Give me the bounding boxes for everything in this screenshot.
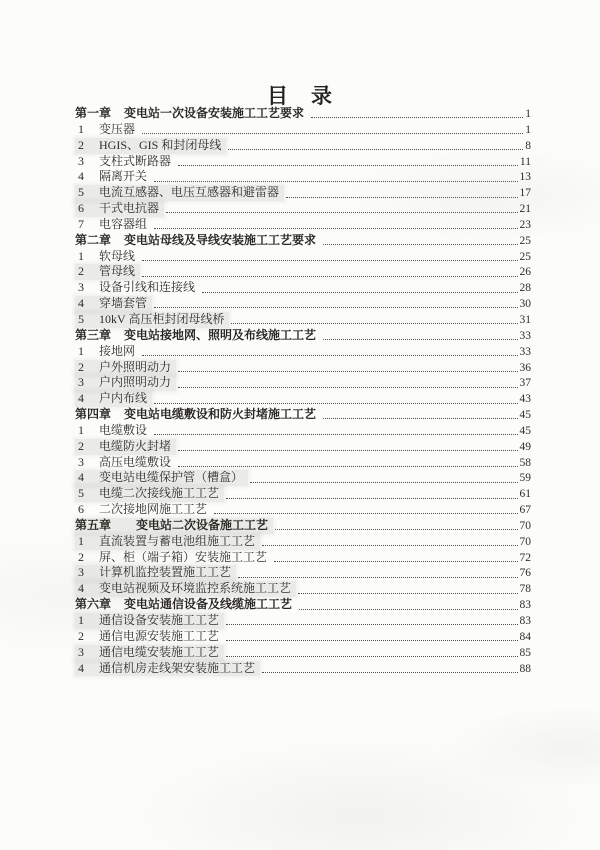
entry-number: 4 <box>78 296 84 311</box>
toc-item-row <box>75 154 531 170</box>
dotted-leader <box>274 561 517 562</box>
entry-text <box>75 629 224 645</box>
dotted-leader <box>226 656 517 657</box>
entry-page-number: 70 <box>519 535 531 548</box>
entry-number: 4 <box>78 391 84 406</box>
toc-item-row <box>75 375 531 391</box>
toc-item-row <box>75 344 531 360</box>
entry-title: 户内照明动力 <box>99 375 172 390</box>
entry-number: 第一章 <box>75 106 112 120</box>
dotted-leader <box>178 165 518 166</box>
entry-title: 隔离开关 <box>99 169 148 184</box>
toc-item-row <box>75 249 531 265</box>
entry-text <box>75 344 140 360</box>
entry-page-number: 8 <box>525 139 531 152</box>
dotted-leader <box>238 577 517 578</box>
entry-title: 电缆敷设 <box>99 422 148 437</box>
entry-number: 4 <box>78 581 84 596</box>
entry-title: 变电站电缆敷设和防火封堵施工工艺 <box>124 407 317 422</box>
entry-title: 高压电缆敷设 <box>99 454 172 469</box>
entry-page-number: 21 <box>519 203 531 216</box>
entry-title: 管母线 <box>99 264 136 279</box>
dotted-leader <box>323 418 517 419</box>
entry-page-number: 33 <box>519 345 531 358</box>
entry-number: 7 <box>78 216 84 231</box>
dotted-leader <box>228 149 523 150</box>
toc-item-row <box>75 629 531 645</box>
entry-number: 3 <box>78 375 84 390</box>
entry-title: 屏、柜（端子箱）安装施工工艺 <box>99 549 268 564</box>
dotted-leader <box>275 529 517 530</box>
entry-text <box>75 518 273 534</box>
entry-title: 电缆二次接线施工工艺 <box>99 486 220 501</box>
toc-item-row <box>75 455 531 471</box>
dotted-leader <box>323 339 517 340</box>
entry-title: 电缆防火封堵 <box>99 438 172 453</box>
entry-text <box>75 217 152 233</box>
entry-text <box>75 423 152 439</box>
entry-text <box>75 502 212 518</box>
dotted-leader <box>299 609 517 610</box>
entry-text <box>75 613 224 629</box>
entry-title: 通信机房走线架安装施工工艺 <box>99 660 256 675</box>
entry-title: 户内布线 <box>99 391 148 406</box>
entry-text <box>75 391 152 407</box>
entry-text <box>75 233 321 249</box>
entry-number: 3 <box>78 565 84 580</box>
dotted-leader <box>262 672 517 673</box>
entry-text <box>75 185 284 201</box>
entry-number: 第五章 <box>75 517 112 532</box>
dotted-leader <box>154 307 517 308</box>
entry-number: 第四章 <box>75 407 112 422</box>
entry-text <box>75 106 309 122</box>
toc-chapter-row <box>75 518 531 534</box>
entry-title: 变电站电缆保护管（槽盒） <box>99 470 244 485</box>
toc-item-row <box>75 439 531 455</box>
toc-item-row <box>75 185 531 201</box>
entry-number: 第六章 <box>75 597 112 612</box>
entry-number: 第二章 <box>75 232 112 247</box>
entry-number: 2 <box>78 628 84 643</box>
toc-item-row <box>75 645 531 661</box>
entry-title: 直流装置与蓄电池组施工工艺 <box>99 533 256 548</box>
dotted-leader <box>202 292 517 293</box>
entry-text <box>75 375 176 391</box>
entry-text <box>75 645 224 661</box>
entry-text <box>75 264 140 280</box>
toc-item-row <box>75 391 531 407</box>
toc-item-row <box>75 360 531 376</box>
dotted-leader <box>154 403 517 404</box>
dotted-leader <box>154 228 517 229</box>
entry-number: 1 <box>78 343 84 358</box>
entry-number: 4 <box>78 169 84 184</box>
entry-title: 变压器 <box>99 121 136 136</box>
toc-item-row <box>75 217 531 233</box>
entry-page-number: 1 <box>525 108 531 120</box>
dotted-leader <box>231 323 517 324</box>
entry-text <box>75 154 176 170</box>
dotted-leader <box>214 513 517 514</box>
entry-title: 变电站二次设备施工工艺 <box>124 517 269 532</box>
entry-title: 户外照明动力 <box>99 359 172 374</box>
toc-item-row <box>75 201 531 217</box>
entry-text <box>75 550 272 566</box>
toc-item-row <box>75 613 531 629</box>
entry-page-number: 25 <box>519 250 531 263</box>
toc-item-row <box>75 470 531 486</box>
entry-page-number: 49 <box>519 440 531 453</box>
entry-number: 6 <box>78 502 84 517</box>
entry-text <box>75 138 226 154</box>
entry-text <box>75 581 296 597</box>
entry-number: 1 <box>78 121 84 136</box>
entry-text <box>75 407 321 423</box>
entry-page-number: 76 <box>519 567 531 580</box>
entry-page-number: 11 <box>519 155 531 168</box>
entry-title: 变电站母线及导线安装施工工艺要求 <box>124 232 317 247</box>
entry-text <box>75 280 200 296</box>
dotted-leader <box>178 371 517 372</box>
dotted-leader <box>142 260 517 261</box>
entry-text <box>75 597 297 613</box>
toc-item-row <box>75 138 531 154</box>
dotted-leader <box>311 117 523 118</box>
dotted-leader <box>226 640 517 641</box>
entry-title: 通信电源安装施工工艺 <box>99 628 220 643</box>
dotted-leader <box>323 244 517 245</box>
toc-item-row <box>75 534 531 550</box>
entry-number: 第三章 <box>75 327 112 342</box>
entry-text <box>75 249 140 265</box>
entry-page-number: 45 <box>519 409 531 422</box>
entry-title: 计算机监控装置施工工艺 <box>99 565 232 580</box>
entry-title: 电流互感器、电压互感器和避雷器 <box>99 185 280 200</box>
entry-page-number: 58 <box>519 456 531 469</box>
entry-title: 变电站接地网、照明及布线施工工艺 <box>124 327 317 342</box>
entry-number: 5 <box>78 311 84 326</box>
dotted-leader <box>154 181 517 182</box>
entry-number: 6 <box>78 201 84 216</box>
entry-title: 穿墙套管 <box>99 296 148 311</box>
entry-title: 二次接地网施工工艺 <box>99 502 208 517</box>
entry-title: 干式电抗器 <box>99 201 160 216</box>
entry-text <box>75 312 229 328</box>
dotted-leader <box>226 498 517 499</box>
toc-chapter-row <box>75 597 531 613</box>
toc-item-row <box>75 502 531 518</box>
entry-title: 变电站一次设备安装施工工艺要求 <box>124 106 305 120</box>
dotted-leader <box>178 387 517 388</box>
entry-title: 支柱式断路器 <box>99 153 172 168</box>
toc-item-row <box>75 486 531 502</box>
entry-title: 软母线 <box>99 248 136 263</box>
toc-list <box>75 106 531 676</box>
entry-title: 接地网 <box>99 343 136 358</box>
toc-chapter-row <box>75 328 531 344</box>
entry-number: 3 <box>78 280 84 295</box>
entry-page-number: 84 <box>519 630 531 643</box>
entry-title: 通信电缆安装施工工艺 <box>99 644 220 659</box>
entry-title: 电容器组 <box>99 216 148 231</box>
entry-text <box>75 661 260 677</box>
dotted-leader <box>142 133 523 134</box>
entry-title: 通信设备安装施工工艺 <box>99 613 220 627</box>
toc-item-row <box>75 312 531 328</box>
entry-title: HGIS、GIS 和封闭母线 <box>99 137 222 152</box>
entry-text <box>75 296 152 312</box>
toc-item-row <box>75 264 531 280</box>
entry-number: 1 <box>78 533 84 548</box>
entry-page-number: 1 <box>525 123 531 136</box>
entry-number: 2 <box>78 438 84 453</box>
entry-page-number: 59 <box>519 472 531 485</box>
entry-page-number: 25 <box>519 234 531 247</box>
page-title: 目 录 <box>267 84 333 108</box>
entry-number: 2 <box>78 137 84 152</box>
entry-text <box>75 328 321 344</box>
entry-page-number: 72 <box>519 551 531 564</box>
entry-page-number: 36 <box>519 361 531 374</box>
toc-chapter-row <box>75 106 531 122</box>
entry-page-number: 17 <box>519 187 531 200</box>
entry-text <box>75 565 236 581</box>
entry-number: 5 <box>78 486 84 501</box>
entry-number: 5 <box>78 185 84 200</box>
entry-number: 1 <box>78 248 84 263</box>
entry-page-number: 83 <box>519 599 531 612</box>
toc-item-row <box>75 296 531 312</box>
entry-number: 2 <box>78 264 84 279</box>
entry-text <box>75 169 152 185</box>
dotted-leader <box>298 593 517 594</box>
dotted-leader <box>166 212 517 213</box>
entry-number: 4 <box>78 660 84 675</box>
entry-number: 3 <box>78 454 84 469</box>
entry-title: 设备引线和连接线 <box>99 280 196 295</box>
toc-item-row <box>75 122 531 138</box>
dotted-leader <box>262 545 517 546</box>
entry-text <box>75 486 224 502</box>
entry-text <box>75 455 176 471</box>
entry-page-number: 23 <box>519 218 531 231</box>
toc-item-row <box>75 423 531 439</box>
dotted-leader <box>178 466 517 467</box>
dotted-leader <box>178 450 517 451</box>
entry-text <box>75 201 164 217</box>
entry-page-number: 88 <box>519 662 531 675</box>
entry-number: 3 <box>78 644 84 659</box>
entry-page-number: 67 <box>519 504 531 517</box>
dotted-leader <box>250 482 517 483</box>
dotted-leader <box>142 355 517 356</box>
entry-page-number: 78 <box>519 583 531 596</box>
dotted-leader <box>226 624 517 625</box>
entry-title: 变电站通信设备及线缆施工工艺 <box>124 597 293 612</box>
entry-number: 2 <box>78 549 84 564</box>
toc-item-row <box>75 565 531 581</box>
entry-page-number: 37 <box>519 377 531 390</box>
toc-item-row <box>75 169 531 185</box>
dotted-leader <box>142 276 517 277</box>
entry-number: 4 <box>78 470 84 485</box>
toc-chapter-row <box>75 233 531 249</box>
entry-title: 变电站视频及环境监控系统施工工艺 <box>99 581 292 596</box>
entry-page-number: 43 <box>519 393 531 406</box>
entry-page-number: 70 <box>519 519 531 532</box>
entry-text <box>75 360 176 376</box>
entry-page-number: 28 <box>519 282 531 295</box>
entry-page-number: 13 <box>519 171 531 184</box>
dotted-leader <box>286 197 517 198</box>
entry-number: 1 <box>78 422 84 437</box>
entry-page-number: 85 <box>519 646 531 659</box>
entry-page-number: 33 <box>519 329 531 342</box>
entry-text <box>75 122 140 138</box>
entry-number: 1 <box>78 613 84 627</box>
entry-page-number: 83 <box>519 615 531 627</box>
toc-item-row <box>75 550 531 566</box>
entry-page-number: 31 <box>519 313 531 326</box>
toc-item-row <box>75 280 531 296</box>
entry-title: 10kV 高压柜封闭母线桥 <box>99 311 225 326</box>
entry-text <box>75 534 260 550</box>
entry-page-number: 45 <box>519 424 531 437</box>
entry-text <box>75 470 248 486</box>
entry-text <box>75 439 176 455</box>
toc-item-row <box>75 581 531 597</box>
entry-number: 3 <box>78 153 84 168</box>
toc-item-row <box>75 661 531 677</box>
dotted-leader <box>154 434 517 435</box>
toc-chapter-row <box>75 407 531 423</box>
entry-page-number: 61 <box>519 488 531 501</box>
entry-number: 2 <box>78 359 84 374</box>
entry-page-number: 30 <box>519 298 531 311</box>
entry-page-number: 26 <box>519 266 531 279</box>
